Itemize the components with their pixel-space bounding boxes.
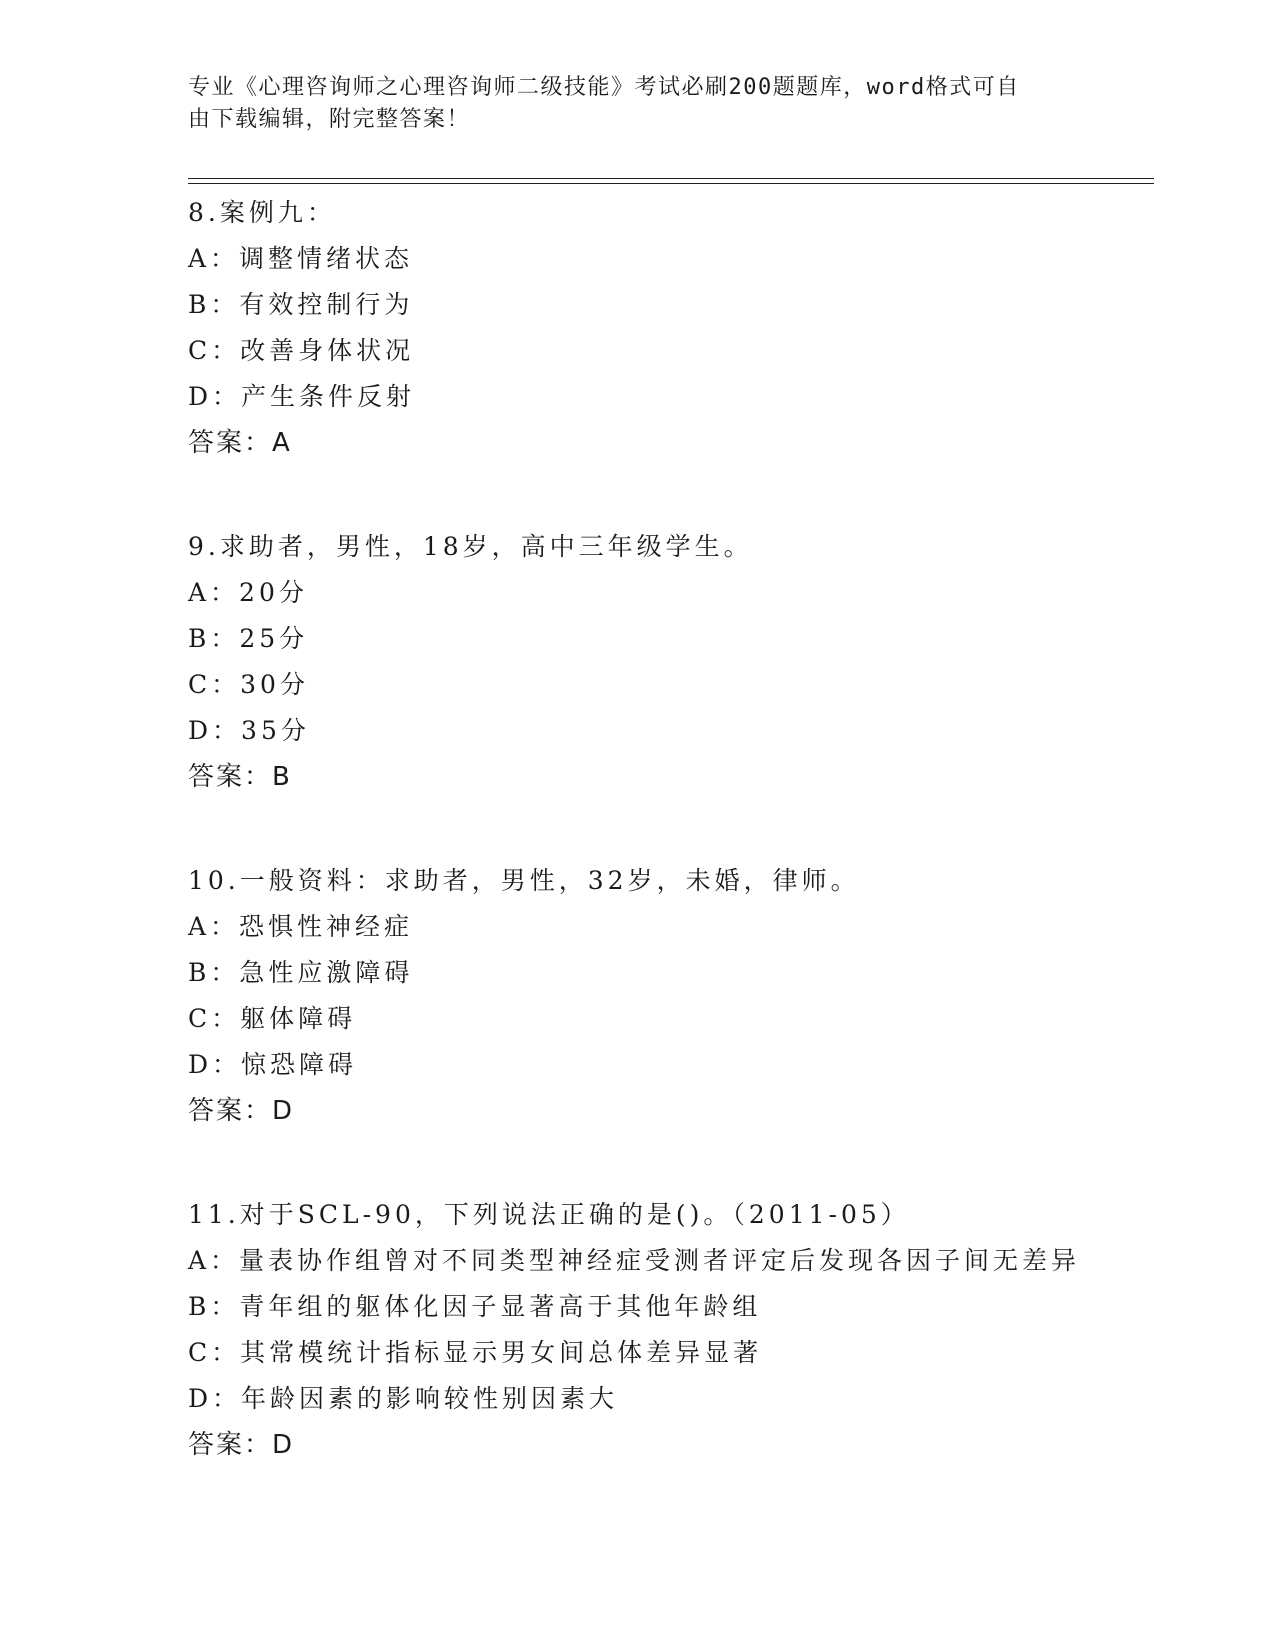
option-a: A：调整情绪状态 <box>188 244 414 273</box>
question-10 <box>188 858 1154 1134</box>
option-a: A：恐惧性神经症 <box>188 912 414 941</box>
question-list <box>188 190 1154 1468</box>
option-c: C：30分 <box>188 670 309 699</box>
option-b: B：25分 <box>188 624 309 653</box>
document-header <box>188 72 1088 136</box>
question-stem: 11.对于SCL-90，下列说法正确的是()。（2011-05） <box>188 1200 910 1229</box>
question-11 <box>188 1192 1154 1468</box>
question-stem: 9.求助者，男性，18岁，高中三年级学生。 <box>188 532 753 561</box>
option-d: D：年龄因素的影响较性别因素大 <box>188 1384 619 1413</box>
option-b: B：青年组的躯体化因子显著高于其他年龄组 <box>188 1292 762 1321</box>
answer-label: 答案：D <box>188 1096 295 1126</box>
option-b: B：急性应激障碍 <box>188 958 414 987</box>
option-c: C：其常模统计指标显示男女间总体差异显著 <box>188 1338 763 1367</box>
answer-label: 答案：B <box>188 762 292 792</box>
header-line-1: 专业《心理咨询师之心理咨询师二级技能》考试必刷200题题库，word格式可自 <box>188 75 1020 100</box>
header-divider-top <box>188 178 1154 179</box>
answer-label: 答案：D <box>188 1430 295 1460</box>
option-d: D：产生条件反射 <box>188 382 416 411</box>
option-c: C：躯体障碍 <box>188 1004 357 1033</box>
question-8 <box>188 190 1154 466</box>
option-d: D：惊恐障碍 <box>188 1050 358 1079</box>
answer-label: 答案：A <box>188 428 292 458</box>
option-c: C：改善身体状况 <box>188 336 415 365</box>
option-a: A：量表协作组曾对不同类型神经症受测者评定后发现各因子间无差异 <box>188 1246 1081 1275</box>
question-stem: 10.一般资料：求助者，男性，32岁，未婚，律师。 <box>188 866 860 895</box>
header-line-2: 由下载编辑，附完整答案！ <box>188 107 471 132</box>
option-b: B：有效控制行为 <box>188 290 414 319</box>
question-stem: 8.案例九： <box>188 198 336 227</box>
option-d: D：35分 <box>188 716 310 745</box>
option-a: A：20分 <box>188 578 308 607</box>
header-divider-bottom <box>188 183 1154 184</box>
question-9 <box>188 524 1154 800</box>
